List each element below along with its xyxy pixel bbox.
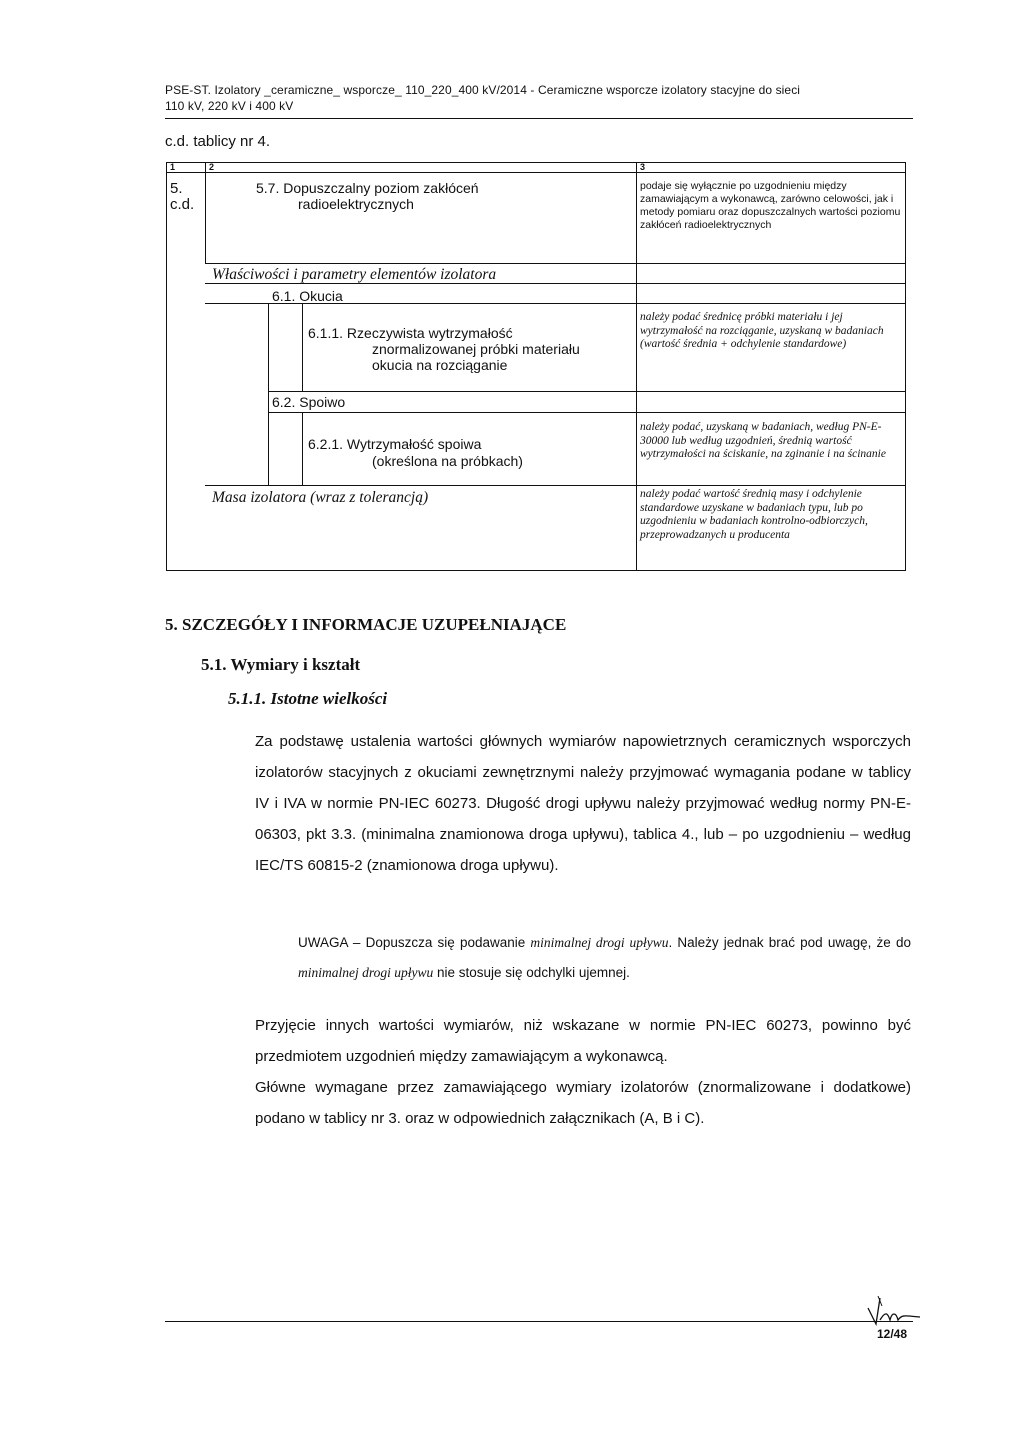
- table-top-border: [166, 162, 905, 163]
- footer-rule: [165, 1321, 913, 1322]
- row-5-7-label: 5.7. Dopuszczalny poziom zakłóceń: [256, 180, 479, 196]
- table-row-rule: [268, 412, 905, 413]
- header-rule: [165, 118, 913, 119]
- row-5-7-label-2: radioelektrycznych: [298, 196, 414, 212]
- col-header-1: 1: [170, 162, 176, 172]
- table-header-rule: [166, 172, 905, 173]
- document-header-line2: 110 kV, 220 kV i 400 kV: [165, 99, 294, 113]
- section-cd: c.d.: [170, 196, 195, 213]
- note-term-1: minimalnej drogi upływu: [530, 935, 669, 950]
- row-6-1-1-label-3: okucia na rozciąganie: [372, 357, 508, 373]
- table-left-border: [166, 162, 167, 571]
- table-right-border: [905, 162, 906, 571]
- row-6-1-label: 6.1. Okucia: [272, 288, 343, 304]
- note-text-3: nie stosuje się odchylki ujemnej.: [433, 965, 630, 980]
- table-col-divider: [302, 303, 303, 391]
- row-6-1-1-label-2: znormalizowanej próbki materiału: [372, 341, 580, 357]
- mass-description: należy podać wartość średnią masy i odchylenie standardowe uzyskane w badaniach typu, lub po uzgodnieniu w badaniach kontrolno-odbiorczych, przeprowadzanych u producenta: [640, 488, 868, 541]
- table-col-divider: [268, 303, 269, 485]
- row-6-2-label: 6.2. Spoiwo: [272, 394, 346, 410]
- note-text-2: . Należy jednak brać pod uwagę, że do: [668, 935, 911, 950]
- subsubsection-title: 5.1.1. Istotne wielkości: [228, 689, 388, 708]
- table-continuation-label: c.d. tablicy nr 4.: [165, 133, 271, 150]
- properties-heading: Właściwości i parametry elementów izolatora: [212, 266, 497, 283]
- table-col-divider: [205, 162, 206, 263]
- row-6-2-1-label-2: (określona na próbkach): [372, 453, 523, 469]
- col-header-3: 3: [640, 162, 646, 172]
- table-bottom-border: [166, 570, 905, 571]
- row-6-2-1-description: należy podać, uzyskaną w badaniach, według PN-E-30000 lub według uzgodnień, średnią wartość wytrzymałości na ściskanie, na zginanie i na ścinanie: [640, 421, 886, 460]
- section-number: 5.: [170, 180, 183, 197]
- row-6-1-1-description: należy podać średnicę próbki materiału i jej wytrzymałość na rozciąganie, uzyskaną w badaniach (wartość średnia + odchylenie standardowe): [640, 311, 884, 350]
- row-5-7-description: podaje się wyłącznie po uzgodnieniu między zamawiającym a wykonawcą, zarówno celowości, jak i metody pomiaru oraz dopuszczalnych wartości poziomu zakłóceń radioelektrycznych: [640, 180, 901, 231]
- paragraph-main-dimensions: Główne wymagane przez zamawiającego wymiary izolatorów (znormalizowane i dodatkowe) podano w tablicy nr 3. oraz w odpowiednich załącznikach (A, B i C).: [255, 1079, 911, 1127]
- row-6-1-1-label: 6.1.1. Rzeczywista wytrzymałość: [308, 325, 513, 341]
- note-term-2: minimalnej drogi upływu: [298, 965, 434, 980]
- section-title: 5. SZCZEGÓŁY I INFORMACJE UZUPEŁNIAJĄCE: [165, 615, 567, 634]
- table-row-rule: [268, 391, 905, 392]
- table-row-rule: [205, 485, 905, 486]
- mass-label: Masa izolatora (wraz z tolerancją): [212, 489, 429, 506]
- paragraph-dimensions: Za podstawę ustalenia wartości głównych wymiarów napowietrznych ceramicznych wsporczych izolatorów stacyjnych z okuciami zewnętrznymi należy przyjmować wymagania podane w tablicy IV i IVA w normie PN-IEC 60273. Długość drogi upływu należy przyjmować według normy PN-E-06303, pkt 3.3. (minimalna znamionowa droga upływu), tablica 4., lub – po uzgodnieniu – według IEC/TS 60815-2 (znamionowa droga upływu).: [255, 733, 911, 874]
- table-col-divider: [302, 412, 303, 485]
- document-header-line1: PSE-ST. Izolatory _ceramiczne_ wsporcze_ 110_220_400 kV/2014 - Ceramiczne wsporcze izolatory stacyjne do sieci: [165, 83, 801, 97]
- table-row-rule: [205, 263, 905, 264]
- table-row-rule: [205, 283, 905, 284]
- note-paragraph: [298, 928, 911, 988]
- row-6-2-1-label: 6.2.1. Wytrzymałość spoiwa: [308, 436, 482, 452]
- page-number: 12/48: [877, 1327, 908, 1341]
- note-text-1: UWAGA – Dopuszcza się podawanie: [298, 935, 531, 950]
- signature-icon: [858, 1290, 928, 1330]
- table-col-divider: [636, 162, 637, 571]
- subsection-title: 5.1. Wymiary i kształt: [201, 655, 361, 674]
- col-header-2: 2: [209, 162, 215, 172]
- paragraph-other-dimensions: Przyjęcie innych wartości wymiarów, niż wskazane w normie PN-IEC 60273, powinno być przedmiotem uzgodnień między zamawiającym a wykonawcą.: [255, 1017, 911, 1065]
